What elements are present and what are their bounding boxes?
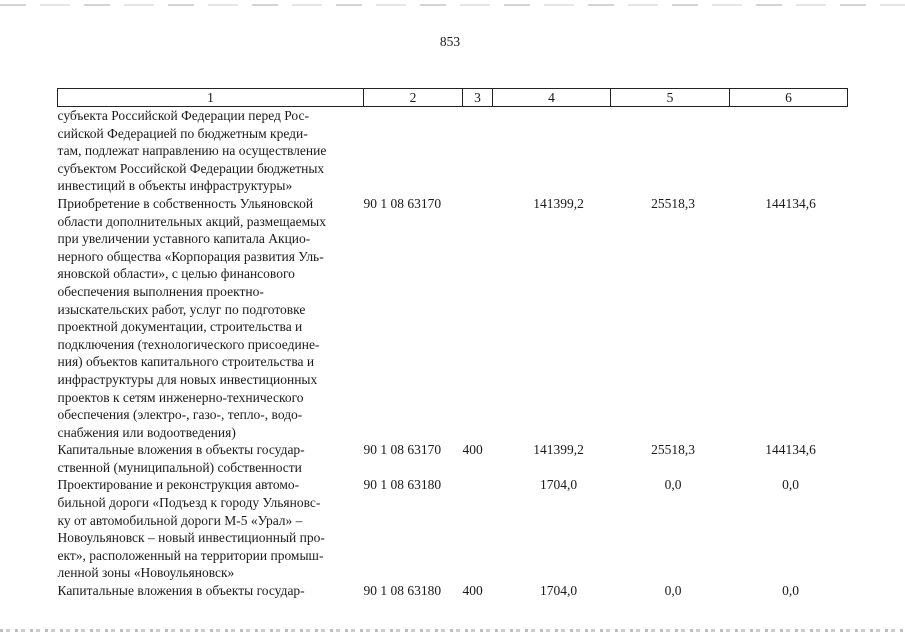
row-name	[58, 107, 364, 195]
row-value-col4: 141399,2	[533, 195, 584, 211]
row-name-line: снабжения или водоотведения)	[57, 424, 236, 440]
row-name-line: ект», расположенный на территории промыш-	[57, 547, 324, 563]
row-name-line: ния) объектов капитального строительства и	[57, 354, 315, 370]
row-value-col5: 0,0	[664, 583, 682, 599]
scan-edge-bottom	[0, 629, 905, 632]
header-col-6: 6	[730, 89, 848, 107]
header-row	[58, 89, 848, 107]
page-number: 853	[439, 34, 461, 49]
row-value-col6: 0,0	[782, 583, 799, 599]
row-name-line: нерного общества «Корпорация развития Уль-	[57, 248, 324, 264]
row-value-col5	[611, 107, 730, 195]
row-value-col6: 144134,6	[765, 195, 816, 211]
row-expense-type	[463, 195, 493, 441]
row-value-col5: 0,0	[664, 477, 682, 493]
row-name-line: Капитальные вложения в объекты государ-	[57, 583, 305, 599]
row-name-line: обеспечения (электро-, газо-, тепло-, водо-	[57, 407, 303, 423]
table-row	[58, 195, 848, 441]
row-name-line: при увеличении уставного капитала Акцио-	[57, 231, 311, 247]
table-body	[58, 107, 848, 600]
row-name-line: ственной (муниципальной) собственности	[57, 459, 302, 475]
row-name-line: проектной документации, строительства и	[57, 319, 303, 335]
row-name-line: инфраструктуры для новых инвестиционных	[57, 371, 318, 387]
row-expense-type	[463, 107, 493, 195]
row-name-line: там, подлежат направлению на осуществление	[57, 143, 327, 159]
row-name-line: Проектирование и реконструкция автомо-	[57, 477, 300, 493]
budget-table	[57, 88, 848, 600]
row-name	[58, 441, 364, 476]
row-expense-type	[463, 476, 493, 582]
header-col-3: 3	[463, 89, 493, 107]
row-name-line: обеспечения выполнения проектно-	[57, 283, 264, 299]
row-expense-type: 400	[462, 442, 483, 458]
row-name-line: яновской области», с целью финансового	[57, 266, 295, 282]
row-value-col4: 141399,2	[533, 442, 584, 458]
row-code	[364, 107, 463, 195]
row-name-line: инвестиций в объекты инфраструктуры»	[57, 178, 293, 194]
scan-edge-top	[0, 4, 905, 6]
row-name-line: области дополнительных акций, размещаемых	[57, 213, 326, 229]
row-name-line: Новоульяновск – новый инвестиционный про-	[57, 530, 325, 546]
row-value-col4: 1704,0	[539, 477, 578, 493]
row-value-col6: 144134,6	[765, 442, 816, 458]
header-col-1: 1	[58, 89, 364, 107]
row-name-line: изыскательских работ, услуг по подготовке	[57, 301, 306, 317]
row-value-col4: 1704,0	[539, 583, 578, 599]
row-name-line: подключения (технологического присоедине-	[57, 336, 320, 352]
table-row	[58, 441, 848, 476]
row-name-line: ленной зоны «Новоульяновск»	[57, 565, 235, 581]
row-code: 90 1 08 63180	[363, 583, 442, 599]
row-name-line: бильной дороги «Подъезд к городу Ульяновс-	[57, 495, 321, 511]
header-col-2: 2	[364, 89, 463, 107]
row-expense-type: 400	[462, 583, 483, 599]
row-value-col4	[493, 107, 611, 195]
row-name	[58, 582, 364, 600]
row-code: 90 1 08 63170	[363, 195, 442, 211]
row-name-line: субъектом Российской Федерации бюджетных	[57, 160, 325, 176]
table-row	[58, 107, 848, 195]
row-name-line: Капитальные вложения в объекты государ-	[57, 442, 305, 458]
row-name-line: проектов к сетям инженерно-технического	[57, 389, 304, 405]
row-value-col6: 0,0	[782, 477, 799, 493]
header-col-4: 4	[493, 89, 611, 107]
row-name-line: ку от автомобильной дороги М-5 «Урал» –	[57, 512, 303, 528]
table-row	[58, 476, 848, 582]
table-row	[58, 582, 848, 600]
row-name	[58, 195, 364, 441]
row-name-line: сийской Федерацией по бюджетным креди-	[57, 125, 308, 141]
row-code: 90 1 08 63180	[363, 477, 442, 493]
row-name-line: субъекта Российской Федерации перед Рос-	[57, 108, 310, 123]
row-value-col6	[730, 107, 848, 195]
row-value-col5: 25518,3	[651, 195, 695, 211]
row-code: 90 1 08 63170	[363, 442, 442, 458]
row-name-line: Приобретение в собственность Ульяновской	[57, 195, 314, 211]
row-name	[58, 476, 364, 582]
row-value-col5: 25518,3	[651, 442, 695, 458]
header-col-5: 5	[611, 89, 730, 107]
